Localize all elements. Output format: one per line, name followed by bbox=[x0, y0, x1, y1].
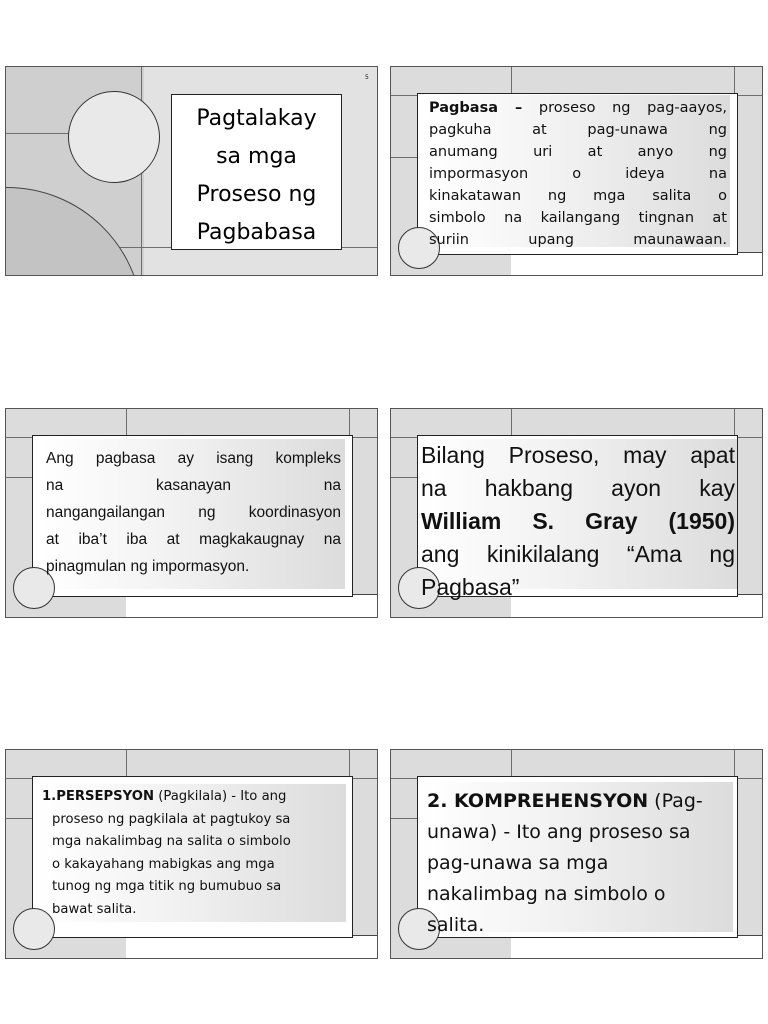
paragraph-text bbox=[421, 439, 735, 604]
definition-line: kinakatawan ng mga salita o bbox=[429, 188, 727, 204]
paragraph-line: pinagmulan ng impormasyon. bbox=[46, 558, 250, 575]
definition-line: Pagbasa – proseso ng pag-aayos, bbox=[429, 100, 728, 116]
slide-title bbox=[171, 100, 342, 252]
paragraph-line: Bilang Proseso, may apat bbox=[421, 442, 735, 468]
term: PERSEPSYON bbox=[56, 789, 155, 804]
paragraph-line: 1.PERSEPSYON (Pagkilala) - Ito ang bbox=[42, 789, 287, 804]
title-line: Pagbabasa bbox=[196, 220, 317, 245]
definition-line: impormasyon o ideya na bbox=[429, 166, 727, 182]
title-line: Pagtalakay bbox=[196, 106, 317, 131]
slide-6 bbox=[390, 749, 763, 959]
slide-5 bbox=[5, 749, 378, 959]
title-line: sa mga bbox=[216, 144, 297, 169]
paragraph-line: unawa) - Ito ang proseso sa bbox=[427, 821, 691, 843]
title-line: Proseso ng bbox=[196, 182, 317, 207]
slide-3 bbox=[5, 408, 378, 618]
definition-line: suriin upang maunawaan. bbox=[429, 232, 727, 248]
page-number: 5 bbox=[365, 74, 369, 81]
paragraph-line: Ang pagbasa ay isang kompleks bbox=[46, 450, 341, 467]
paragraph-line: at iba’t iba at magkakaugnay na bbox=[46, 531, 341, 548]
paragraph-text bbox=[427, 786, 729, 941]
paragraph-line: proseso ng pagkilala at pagtukoy sa bbox=[52, 811, 291, 827]
term: Pagbasa – bbox=[429, 100, 523, 116]
paragraph-line: na hakbang ayon kay bbox=[421, 475, 735, 501]
paragraph-line: pag-unawa sa mga bbox=[427, 852, 609, 874]
paragraph-line: ang kinikilalang “Ama ng bbox=[421, 541, 735, 567]
author-name: William S. Gray (1950) bbox=[421, 508, 735, 534]
paragraph-text bbox=[42, 786, 344, 921]
paragraph-line: bawat salita. bbox=[52, 901, 137, 917]
term: 2. KOMPREHENSYON bbox=[427, 790, 649, 812]
definition-line: pagkuha at pag-unawa ng bbox=[429, 122, 727, 138]
paragraph-line: salita. bbox=[427, 914, 485, 936]
slide-4 bbox=[390, 408, 763, 618]
paragraph-line: 2. KOMPREHENSYON (Pag- bbox=[427, 790, 703, 812]
paragraph-text bbox=[46, 445, 341, 580]
slide-2 bbox=[390, 66, 763, 276]
paragraph-line: nangangailangan ng koordinasyon bbox=[46, 504, 341, 521]
paragraph-line: na kasanayan na bbox=[46, 477, 341, 494]
definition-text bbox=[429, 97, 727, 251]
paragraph-line: nakalimbag na simbolo o bbox=[427, 883, 666, 905]
definition-line: simbolo na kailangang tingnan at bbox=[429, 210, 727, 226]
paragraph-line: mga nakalimbag na salita o simbolo bbox=[52, 834, 291, 849]
slide-1 bbox=[5, 66, 378, 276]
paragraph-line: o kakayahang mabigkas ang mga bbox=[52, 856, 275, 872]
definition-line: anumang uri at anyo ng bbox=[429, 144, 727, 160]
paragraph-line: tunog ng mga titik ng bumubuo sa bbox=[52, 879, 282, 894]
paragraph-line: Pagbasa” bbox=[421, 574, 520, 600]
decorative-circle bbox=[68, 91, 160, 183]
